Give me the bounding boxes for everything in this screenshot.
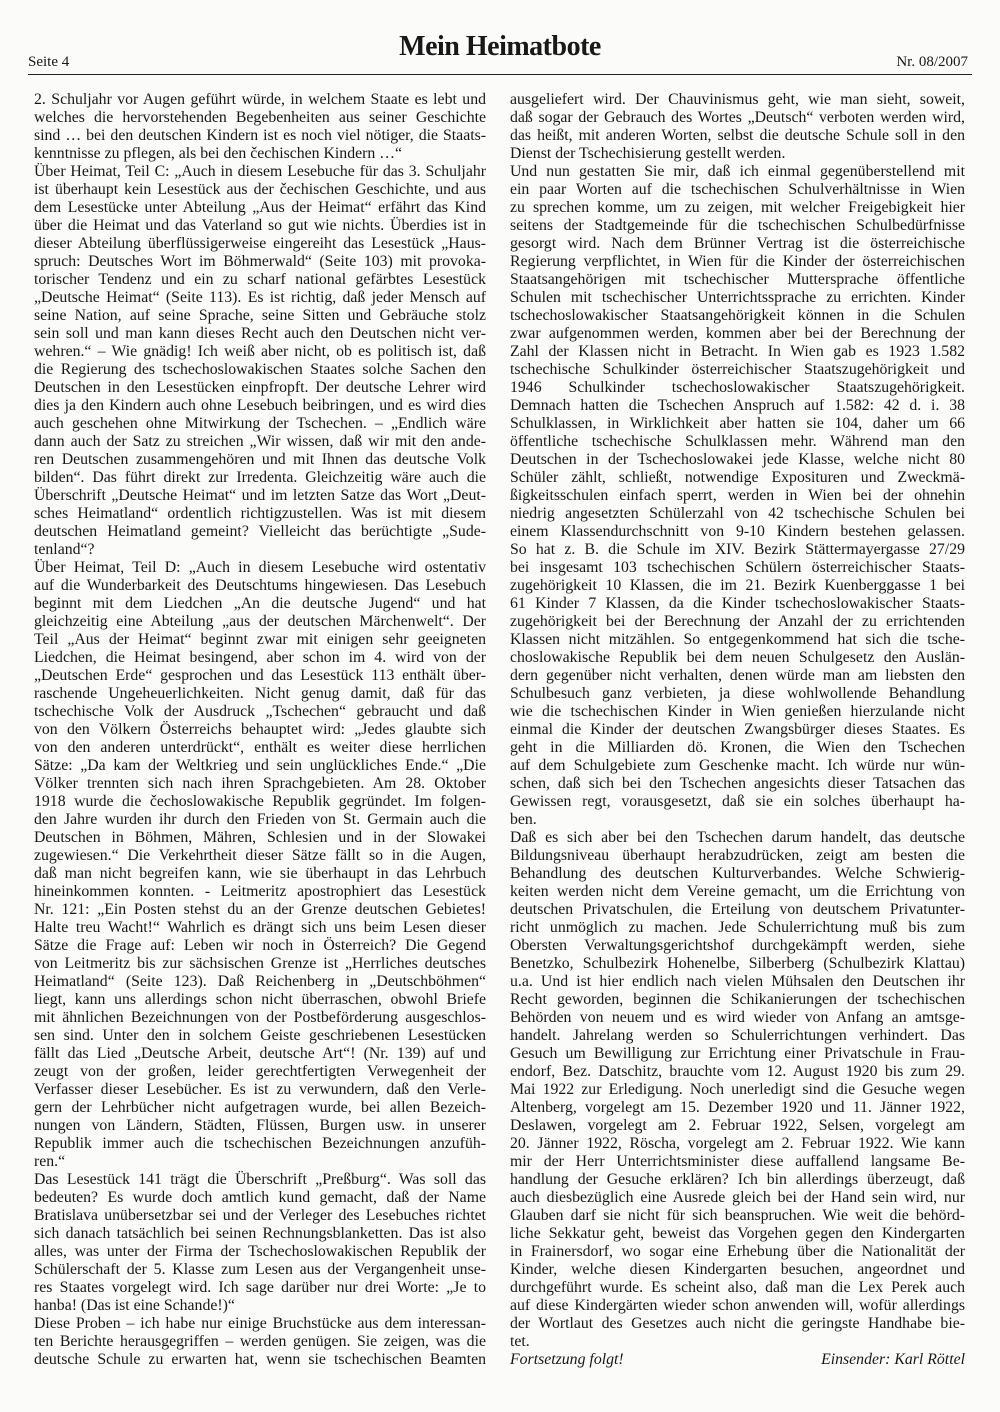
text-line: Über Heimat, Teil D: „Auch in diesem Lesebuche wird ostentativ <box>34 559 486 576</box>
text-line: niedrig angesetzten Schülerzahl von 42 tschechische Schulen bei <box>510 505 965 522</box>
text-line: Sätze: „Da kam der Weltkrieg und sein unglückliches Ende.“ „Die <box>34 757 486 774</box>
text-line: einmal die Kinder der deutschen Zwangsbürger dieses Staates. Es <box>510 721 965 738</box>
text-line: Altenberg, vorgelegt am 15. Dezember 1920 und 11. Jänner 1922, <box>510 1099 965 1116</box>
text-line: hineinkommen konnten. - Leitmeritz apostrophiert das Lesestück <box>34 883 486 900</box>
text-line: mir der Herr Unterrichtsminister diese auffallend langsame Be- <box>510 1153 965 1170</box>
right-column <box>510 91 965 1369</box>
text-line: Das Lesestück 141 trägt die Überschrift „Preßburg“. Was soll das <box>34 1171 486 1188</box>
text-line: Deutschen in den Lesestücken einpfropft. Der deutsche Lehrer wird <box>34 379 486 396</box>
text-line: torischer Tendenz und ein zu scharf national gefärbtes Lesestück <box>34 271 486 288</box>
text-line: wie die tschechischen Kinder in Wien genießen hierzulande nicht <box>510 703 965 720</box>
text-line: Heimatland“ (Seite 123). Daß Reichenberg in „Deutschböhmen“ <box>34 973 486 990</box>
text-line: Republik immer auch die tschechischen Bezeichnungen anzufüh- <box>34 1135 486 1152</box>
text-line: Schülerschaft der 5. Klasse zum Lesen aus der Vergangenheit unse- <box>34 1261 486 1278</box>
text-line: der Wortlaut des Gesetzes auch nicht die geringste Handhabe bie- <box>510 1315 965 1332</box>
text-line: auf diese Kindergärten wieder schon anwenden will, wofür allerdings <box>510 1297 965 1314</box>
text-line: seine Nation, auf seine Sprache, seine Sitten und Gebräuche stolz <box>34 307 486 324</box>
text-line: zeugt von der großen, leider gerechtfertigten Verwegenheit der <box>34 1063 486 1080</box>
text-line: geht in die Milliarden dö. Kronen, die Wien den Tschechen <box>510 739 965 756</box>
paragraph <box>34 559 486 1171</box>
text-line: von den Völkern Österreichs behauptet wird: „Jedes glaubte sich <box>34 721 486 738</box>
text-line: auch geschehen ohne Mitwirkung der Tschechen. – „Endlich wäre <box>34 415 486 432</box>
text-line: raschende Ungeheuerlichkeiten. Nicht genug damit, daß für das <box>34 685 486 702</box>
text-line: hanba! (Das ist eine Schande!)“ <box>34 1297 235 1314</box>
text-line: Behandlung des deutschen Kulturverbandes. Welche Schwierig- <box>510 865 965 882</box>
text-line: Benetzko, Schulbezirk Hohenelbe, Silberberg (Schulbezirk Klattau) <box>510 955 965 972</box>
text-line: richt unmöglich zu machen. Jede Schulerrichtung muß bis zum <box>510 919 965 936</box>
text-line: Klassen nicht mitzählen. So entgegenkommend hat sich die tsche- <box>510 631 965 648</box>
text-line: sen sind. Unter den in solchem Geiste geschriebenen Lesestücken <box>34 1027 486 1044</box>
text-line: sches Heimatland“ ordentlich richtigzustellen. Was ist mit diesem <box>34 505 486 522</box>
text-line: keiten werden nicht dem Vereine gemacht, um die Errichtung von <box>510 883 965 900</box>
text-line: Deutschen in der Tschechoslowakei jede Klasse, welche nicht 80 <box>510 451 965 468</box>
text-line: zugehörigkeit 10 Klassen, die im 21. Bezirk Kuenberggasse 1 bei <box>510 577 965 594</box>
text-line: durchgeführt wurde. Es scheint also, daß man die Lex Perek auch <box>510 1279 965 1296</box>
text-line: „Deutsche Heimat“ (Seite 113). Es ist richtig, daß jeder Mensch auf <box>34 289 486 306</box>
text-line: deutsche Schule zu erwarten hat, wenn sie tschechischen Beamten <box>34 1351 486 1368</box>
text-line: daß man nicht begreifen kann, wie sie überhaupt in das Lehrbuch <box>34 865 486 882</box>
text-line: Bildungsniveau überhaupt herabzudrücken, zeigt am besten die <box>510 847 965 864</box>
text-line: wehren.“ – Wie gnädig! Ich weiß aber nicht, ob es politisch ist, daß <box>34 343 486 360</box>
text-line: liegt, kann uns allerdings schon nicht überraschen, obwohl Briefe <box>34 991 486 1008</box>
text-line: von den anderen unterdrückt“, enthält es weiter diese herrlichen <box>34 739 486 756</box>
text-line: das heißt, mit anderen Worten, selbst die deutsche Schule soll in den <box>510 127 965 144</box>
text-line: zugewiesen.“ Die Verkehrtheit dieser Sätze fällt so in die Augen, <box>34 847 486 864</box>
text-line: tenland“? <box>34 541 95 558</box>
text-line: gesorgt wird. Nach dem Brünner Vertrag ist die österreichische <box>510 235 965 252</box>
text-line: choslowakische Republik bei dem neuen Schulgesetz den Auslän- <box>510 649 965 666</box>
text-line: handlung der Gesuche erklären? Ich bin allerdings überzeugt, daß <box>510 1171 965 1188</box>
text-line: Kinder, welche diesen Kindergarten besuchen, angeordnet und <box>510 1261 965 1278</box>
text-line: Recht geworden, beginnen die Schikanierungen der tschechischen <box>510 991 965 1008</box>
author-credit: Einsender: Karl Röttel <box>821 1351 965 1368</box>
text-line: auf die Wunderbarkeit des Deutschtums hingewiesen. Das Lesebuch <box>34 577 486 594</box>
text-line: Zahl der Klassen nicht in Betracht. In Wien gab es 1923 1.582 <box>510 343 965 360</box>
text-line: ten Berichte herausgegriffen – werden genügen. Sie zeigen, was die <box>34 1333 486 1350</box>
text-line: Dienst der Tschechisierung gestellt werden. <box>510 145 786 162</box>
text-line: u.a. Und ist hier endlich nach vielen Mühsalen den Deutschen ihr <box>510 973 965 990</box>
text-line: Bratislava unübersetzbar sei und der Verleger des Lesebuches richtet <box>34 1207 486 1224</box>
text-line: auf dem Schulgebiete zum Geschenke macht. Ich würde nur wün- <box>510 757 965 774</box>
right-column-body <box>510 91 965 1351</box>
paragraph <box>510 163 965 829</box>
text-line: Liedchen, die Heimat besingend, aber schon im 4. wird von der <box>34 649 486 666</box>
text-line: dem Lesestücke unter Abteilung „Aus der Heimat“ erfährt das Kind <box>34 199 486 216</box>
header-rule <box>28 74 972 75</box>
text-line: Nr. 121: „Ein Posten stehst du an der Grenze deutschen Gebietes! <box>34 901 486 918</box>
text-line: spruch: Deutsches Wort im Böhmerwald“ (Seite 103) mit provoka- <box>34 253 486 270</box>
text-line: Glauben darf sie nicht für sich beanspruchen. Wie weit die behörd- <box>510 1207 965 1224</box>
text-line: Schulklassen, in Wirklichkeit aber hatten sie 104, daher um 66 <box>510 415 965 432</box>
text-line: Deutschen in Böhmen, Mähren, Schlesien und in der Slowakei <box>34 829 486 846</box>
text-line: 1946 Schulkinder tschechoslowakischer Staatszugehörigkeit. <box>510 379 965 396</box>
text-line: gern der Lehrbücher nicht aufgetragen wurde, bei allen Bezeich- <box>34 1099 486 1116</box>
text-line: dern gegenüber nicht verhalten, denen würde man am liebsten den <box>510 667 965 684</box>
text-line: bei insgesamt 103 tschechischen Schülern österreichischer Staats- <box>510 559 965 576</box>
text-line: beginnt mit dem Liedchen „An die deutsche Jugend“ und hat <box>34 595 486 612</box>
text-line: fällt das Lied „Deutsche Arbeit, deutsche Art“! (Nr. 139) auf und <box>34 1045 486 1062</box>
text-line: deutschen Privatschulen, die Erteilung von deutschem Privatunter- <box>510 901 965 918</box>
text-line: bedeuten? Es wurde doch amtlich kund gemacht, daß der Name <box>34 1189 486 1206</box>
text-line: in Frainersdorf, wo sogar eine Erhebung über die Nationalität der <box>510 1243 965 1260</box>
paragraph <box>34 1315 486 1369</box>
text-line: 1918 wurde die čechoslowakische Republik gegründet. Im folgen- <box>34 793 486 810</box>
text-line: Behörden von neuem und es wird wieder von Anfang an amtsge- <box>510 1009 965 1026</box>
text-line: Mai 1922 zur Erledigung. Noch unerledigt sind die Gesuche wegen <box>510 1081 965 1098</box>
text-line: dies ja den Kindern auch ohne Lesebuch beibringen, und es wird dies <box>34 397 486 414</box>
text-line: tschechische Volk der Ausdruck „Tschechen“ gebraucht und daß <box>34 703 486 720</box>
text-line: über die Heimat und das Vaterland so gut wie nichts. Überdies ist in <box>34 217 486 234</box>
text-line: 61 Kinder 7 Klassen, da die Kinder tschechoslowakischer Staats- <box>510 595 965 612</box>
text-line: von Leitmeritz bis zur sächsischen Grenze ist „Herrliches deutsches <box>34 955 486 972</box>
paragraph <box>510 829 965 1351</box>
text-line: Und nun gestatten Sie mir, daß ich einmal gegenüberstellend mit <box>510 163 965 180</box>
left-column <box>34 91 486 1369</box>
text-line: ben. <box>510 811 537 828</box>
text-line: ein paar Worten auf die tschechischen Schulverhältnisse in Wien <box>510 181 965 198</box>
text-line: Schulbesuch ganz verbieten, ja diese wohlwollende Behandlung <box>510 685 965 702</box>
text-line: Verfasser dieser Lesebücher. Es ist zu verwundern, daß den Verle- <box>34 1081 486 1098</box>
text-line: tschechische Schulkinder österreichischer Staatszugehörigkeit und <box>510 361 965 378</box>
text-line: Halte treu Wacht!“ Wahrlich es drängt sich uns beim Lesen dieser <box>34 919 486 936</box>
text-line: Gewissen regt, vorausgesetzt, daß sie ein solches überhaupt ha- <box>510 793 965 810</box>
text-line: einem Klassendurchschnitt von 9-10 Kindern bestehen gelassen. <box>510 523 965 540</box>
text-line: mit ähnlichen Bezeichnungen von der Postbeförderung ausgeschlos- <box>34 1009 486 1026</box>
text-line: den Jahre wurden ihr durch den Frieden von St. Germain auch die <box>34 811 486 828</box>
text-line: seitens der Stadtgemeinde für die tschechischen Schulbedürfnisse <box>510 217 965 234</box>
text-line: liche Sekkatur geht, beweist das Vorgehen gegen den Kindergarten <box>510 1225 965 1242</box>
issue-number: Nr. 08/2007 <box>896 54 968 70</box>
text-line: bilden“. Das führt direkt zur Irredenta. Gleichzeitig wäre auch die <box>34 469 486 486</box>
continuation-note: Fortsetzung folgt! <box>510 1351 624 1368</box>
text-line: zugehörigkeit bei der Berechnung der Anzahl der zu errichtenden <box>510 613 965 630</box>
text-line: ausgeliefert wird. Der Chauvinismus geht, wie man sieht, soweit, <box>510 91 965 108</box>
text-line: ren.“ <box>34 1153 66 1170</box>
text-line: dann auch der Satz zu streichen „Wir wissen, daß wir mit den ande- <box>34 433 486 450</box>
page-number: Seite 4 <box>28 54 70 70</box>
text-line: welches die hervorstehenden Begebenheiten aus seiner Geschichte <box>34 109 486 126</box>
newspaper-logo: Mein Heimatbote <box>399 31 601 62</box>
text-line: Obersten Verwaltungsgerichtshof durchgekämpft werden, siehe <box>510 937 965 954</box>
text-line: Teil „Aus der Heimat“ beginnt zwar mit einigen sehr geeigneten <box>34 631 486 648</box>
text-line: Deslawen, vorgelegt am 2. Februar 1922, Selsen, vorgelegt am <box>510 1117 965 1134</box>
text-line: nungen von Ländern, Städten, Flüssen, Burgen usw. in unserer <box>34 1117 486 1134</box>
paragraph <box>34 1171 486 1315</box>
text-line: sich danach tatsächlich bei seinen Rechnungsblanketten. Das ist also <box>34 1225 486 1242</box>
text-line: zwar aufgenommen werden, kommen aber bei der Berechnung der <box>510 325 965 342</box>
text-line: Daß es sich aber bei den Tschechen darum handelt, das deutsche <box>510 829 965 846</box>
text-line: Diese Proben – ich habe nur einige Bruchstücke aus dem interessan- <box>34 1315 486 1332</box>
text-line: 20. Jänner 1922, Röscha, vorgelegt am 2. Februar 1922. Wie kann <box>510 1135 965 1152</box>
text-line: Regierung verpflichtet, in Wien für die Kinder der österreichischen <box>510 253 965 270</box>
text-line: endorf, Bez. Datschitz, brauchte vom 12. August 1920 bis zum 29. <box>510 1063 965 1080</box>
text-line: zu sprechen komme, um zu zeigen, mit welcher Freigebigkeit hier <box>510 199 965 216</box>
text-line: Schüler zählt, schließt, notwendige Exposituren und Zweckmä- <box>510 469 965 486</box>
text-line: So hat z. B. die Schule im XIV. Bezirk Stättermayergasse 27/29 <box>510 541 965 558</box>
text-line: Völker trennten sich nach ihren Sprachgebieten. Am 28. Oktober <box>34 775 486 792</box>
text-line: ßigkeitsschulen einfach sperrt, werden in Wien bei der ohnehin <box>510 487 965 504</box>
text-line: Über Heimat, Teil C: „Auch in diesem Lesebuche für das 3. Schuljahr <box>34 163 486 180</box>
text-line: deutschen Heimatland gemeint? Vielleicht das berüchtigte „Sude- <box>34 523 486 540</box>
text-line: 2. Schuljahr vor Augen geführt würde, in welchem Staate es lebt und <box>34 91 486 108</box>
paragraph <box>510 91 965 163</box>
text-line: Sätze die Frage auf: Leben wir noch in Österreich? Die Gegend <box>34 937 486 954</box>
text-line: sind … bei den deutschen Kindern ist es noch viel nötiger, die Staats- <box>34 127 486 144</box>
paragraph <box>34 163 486 559</box>
text-line: ren Deutschen zusammengehören und mit Ihnen das deutsche Volk <box>34 451 486 468</box>
text-line: Schulen mit tschechischer Unterrichtssprache zu errichten. Kinder <box>510 289 965 306</box>
article-footer <box>510 1351 965 1369</box>
text-line: ist überhaupt kein Lesestück aus der čechischen Geschichte, und aus <box>34 181 486 198</box>
paragraph <box>34 91 486 163</box>
text-line: kenntnisse zu pflegen, als bei den čechischen Kindern …“ <box>34 145 403 162</box>
text-line: res Staates vorgelegt wird. Ich sage darüber nur drei Worte: „Je to <box>34 1279 486 1296</box>
text-line: Staatsangehörigen mit tschechischer Muttersprache öffentliche <box>510 271 965 288</box>
text-line: Überschrift „Deutsche Heimat“ und im letzten Satze das Wort „Deut- <box>34 487 486 504</box>
text-line: schen, daß sich bei den Tschechen angesichts dieser Tatsachen das <box>510 775 965 792</box>
text-line: die Regierung des tschechoslowakischen Staates solche Sachen den <box>34 361 486 378</box>
text-line: dieser Abteilung überflüssigerweise eingereiht das Lesestück „Haus- <box>34 235 486 252</box>
text-line: „Deutschen Erde“ gesprochen und das Lesestück 113 enthält über- <box>34 667 486 684</box>
text-line: öffentliche tschechische Schulklassen mehr. Während man den <box>510 433 965 450</box>
text-line: Gesuch um Bewilligung zur Errichtung einer Privatschule in Frau- <box>510 1045 965 1062</box>
text-line: tet. <box>510 1333 530 1350</box>
text-line: auch diesbezüglich eine Ausrede gleich bei der Hand sein wird, nur <box>510 1189 965 1206</box>
text-line: Demnach hatten die Tschechen Anspruch auf 1.582: 42 d. i. 38 <box>510 397 965 414</box>
text-line: sein soll und man kann dieses Recht auch den Deutschen nicht ver- <box>34 325 486 342</box>
text-line: alles, was unter der Firma der Tschechoslowakischen Republik der <box>34 1243 486 1260</box>
text-line: tschechoslowakischer Staatsangehörigkeit können in die Schulen <box>510 307 965 324</box>
text-line: daß sogar der Gebrauch des Wortes „Deutsch“ verboten werden wird, <box>510 109 965 126</box>
text-line: gleichzeitig eine Abteilung „aus der deutschen Märchenwelt“. Der <box>34 613 486 630</box>
text-line: handelt. Jahrelang werden so Schulerrichtungen verhindert. Das <box>510 1027 965 1044</box>
